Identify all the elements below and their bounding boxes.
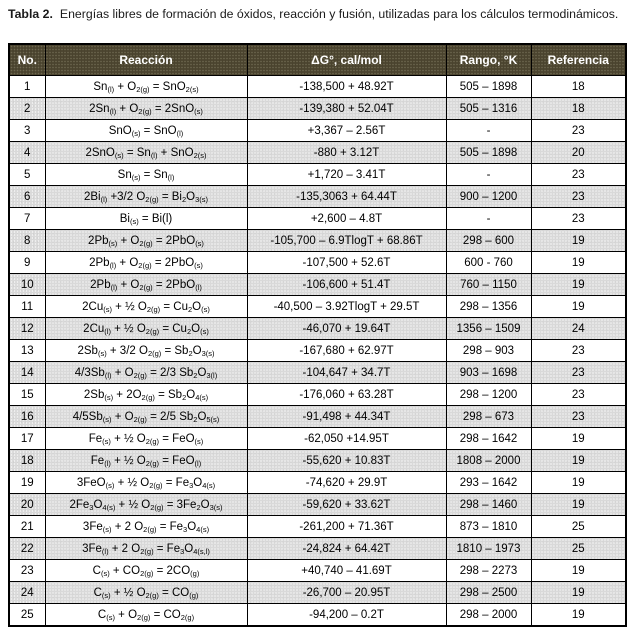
cell-ref: 20 bbox=[531, 142, 626, 164]
table-row bbox=[9, 274, 626, 296]
cell-no: 13 bbox=[9, 340, 45, 362]
cell-range: 298 – 1200 bbox=[446, 384, 531, 406]
cell-no: 20 bbox=[9, 494, 45, 516]
cell-dg: -138,500 + 48.92T bbox=[247, 76, 446, 98]
cell-no: 21 bbox=[9, 516, 45, 538]
cell-no: 11 bbox=[9, 296, 45, 318]
cell-reaction: $2Pb_{(l)} + O_{2(g)} = 2PbO_{(s)}$ bbox=[45, 252, 247, 274]
cell-reaction: $C_{(s)} + O_{2(g)} = CO_{2(g)}$ bbox=[45, 604, 247, 627]
table-header bbox=[9, 44, 626, 76]
table-row bbox=[9, 120, 626, 142]
cell-no: 14 bbox=[9, 362, 45, 384]
table-row bbox=[9, 604, 626, 627]
cell-ref: 23 bbox=[531, 208, 626, 230]
cell-reaction: $2Cu_{(s)}$ + ½ $O_{2(g)} = Cu_2O_{(s)}$ bbox=[45, 296, 247, 318]
cell-no: 17 bbox=[9, 428, 45, 450]
table-row bbox=[9, 186, 626, 208]
cell-ref: 19 bbox=[531, 296, 626, 318]
cell-range: 505 – 1316 bbox=[446, 98, 531, 120]
cell-ref: 25 bbox=[531, 516, 626, 538]
cell-reaction: $C_{(s)} + CO_{2(g)} = 2CO_{(g)}$ bbox=[45, 560, 247, 582]
cell-reaction: $Sn_{(s)} = Sn_{(l)}$ bbox=[45, 164, 247, 186]
cell-no: 19 bbox=[9, 472, 45, 494]
cell-range: 903 – 1698 bbox=[446, 362, 531, 384]
cell-range: 298 – 1642 bbox=[446, 428, 531, 450]
table-row bbox=[9, 428, 626, 450]
cell-range: 900 – 1200 bbox=[446, 186, 531, 208]
cell-reaction: SnO$_{(s)}$ = SnO$_{(l)}$ bbox=[45, 120, 247, 142]
cell-dg: -62,050 +14.95T bbox=[247, 428, 446, 450]
cell-ref: 19 bbox=[531, 274, 626, 296]
column-header-reaction: Reacción bbox=[45, 44, 247, 76]
cell-ref: 23 bbox=[531, 362, 626, 384]
cell-dg: -40,500 – 3.92TlogT + 29.5T bbox=[247, 296, 446, 318]
cell-no: 15 bbox=[9, 384, 45, 406]
cell-range: - bbox=[446, 120, 531, 142]
cell-ref: 19 bbox=[531, 494, 626, 516]
cell-no: 9 bbox=[9, 252, 45, 274]
cell-no: 10 bbox=[9, 274, 45, 296]
table-caption bbox=[8, 7, 623, 22]
cell-dg: -105,700 – 6.9TlogT + 68.86T bbox=[247, 230, 446, 252]
cell-range: 600 - 760 bbox=[446, 252, 531, 274]
cell-dg: -139,380 + 52.04T bbox=[247, 98, 446, 120]
cell-reaction: $C_{(s)}$ + ½ $O_{2(g)} = CO_{(g)}$ bbox=[45, 582, 247, 604]
cell-ref: 19 bbox=[531, 472, 626, 494]
cell-dg: +40,740 – 41.69T bbox=[247, 560, 446, 582]
table-row bbox=[9, 582, 626, 604]
cell-range: 298 – 903 bbox=[446, 340, 531, 362]
table-row bbox=[9, 538, 626, 560]
table-row bbox=[9, 560, 626, 582]
cell-no: 18 bbox=[9, 450, 45, 472]
cell-ref: 19 bbox=[531, 604, 626, 627]
cell-dg: -880 + 3.12T bbox=[247, 142, 446, 164]
cell-range: 293 – 1642 bbox=[446, 472, 531, 494]
cell-ref: 23 bbox=[531, 406, 626, 428]
cell-reaction: $Bi_{(s)} = Bi(l)$ bbox=[45, 208, 247, 230]
cell-dg: -176,060 + 63.28T bbox=[247, 384, 446, 406]
table-row bbox=[9, 98, 626, 120]
table-row bbox=[9, 142, 626, 164]
cell-range: 1808 – 2000 bbox=[446, 450, 531, 472]
cell-ref: 23 bbox=[531, 384, 626, 406]
table-row bbox=[9, 450, 626, 472]
cell-reaction: $2Sb_{(s)} + 3/2$ $O_{2(g)} = Sb_2O_{3(s)}$ bbox=[45, 340, 247, 362]
cell-range: - bbox=[446, 208, 531, 230]
cell-range: 298 – 1356 bbox=[446, 296, 531, 318]
table-row bbox=[9, 252, 626, 274]
cell-dg: +1,720 – 3.41T bbox=[247, 164, 446, 186]
cell-dg: -106,600 + 51.4T bbox=[247, 274, 446, 296]
cell-no: 22 bbox=[9, 538, 45, 560]
table-row bbox=[9, 494, 626, 516]
cell-no: 25 bbox=[9, 604, 45, 627]
cell-no: 7 bbox=[9, 208, 45, 230]
cell-range: 298 – 2500 bbox=[446, 582, 531, 604]
table-caption-text: Energías libres de formación de óxidos, reacción y fusión, utilizadas para los cálculos termodinámicos. bbox=[59, 7, 619, 21]
table-row bbox=[9, 230, 626, 252]
cell-ref: 19 bbox=[531, 560, 626, 582]
cell-ref: 24 bbox=[531, 318, 626, 340]
column-header-no: No. bbox=[9, 44, 45, 76]
cell-reaction: $2Bi_{(l)} +3/2$ $O_{2(g)} = Bi_2O_{3(s)}$ bbox=[45, 186, 247, 208]
cell-dg: -94,200 – 0.2T bbox=[247, 604, 446, 627]
cell-ref: 23 bbox=[531, 186, 626, 208]
table-row bbox=[9, 208, 626, 230]
cell-range: 760 – 1150 bbox=[446, 274, 531, 296]
column-header-delta-g: ΔG°, cal/mol bbox=[247, 44, 446, 76]
cell-reaction: $2Pb_{(s)} + O_{2(g)} = 2PbO_{(s)}$ bbox=[45, 230, 247, 252]
table-row bbox=[9, 406, 626, 428]
cell-range: 298 – 2273 bbox=[446, 560, 531, 582]
cell-reaction: $3Fe_{(s)} + 2$ $O_{2(g)} = Fe_3O_{4(s)}$ bbox=[45, 516, 247, 538]
cell-dg: -104,647 + 34.7T bbox=[247, 362, 446, 384]
cell-range: 1810 – 1973 bbox=[446, 538, 531, 560]
cell-reaction: $2Cu_{(l)}$ + ½ $O_{2(g)} = Cu_2O_{(s)}$ bbox=[45, 318, 247, 340]
table-row bbox=[9, 472, 626, 494]
cell-ref: 19 bbox=[531, 450, 626, 472]
table-row bbox=[9, 340, 626, 362]
cell-reaction: $4/5Sb_{(s)} + O_{2(g)} = 2/5$ $Sb_2O_{5(s)}$ bbox=[45, 406, 247, 428]
table-row bbox=[9, 164, 626, 186]
cell-dg: +3,367 – 2.56T bbox=[247, 120, 446, 142]
cell-no: 4 bbox=[9, 142, 45, 164]
cell-no: 3 bbox=[9, 120, 45, 142]
cell-ref: 23 bbox=[531, 340, 626, 362]
cell-ref: 25 bbox=[531, 538, 626, 560]
thermodynamic-free-energy-table bbox=[8, 43, 627, 627]
table-row bbox=[9, 384, 626, 406]
cell-dg: -74,620 + 29.9T bbox=[247, 472, 446, 494]
cell-ref: 19 bbox=[531, 252, 626, 274]
table-row bbox=[9, 76, 626, 98]
cell-range: 298 – 2000 bbox=[446, 604, 531, 627]
cell-reaction: $Sn_{(l)} + O_{2(g)} = SnO_{2(s)}$ bbox=[45, 76, 247, 98]
cell-ref: 19 bbox=[531, 230, 626, 252]
cell-range: 505 – 1898 bbox=[446, 142, 531, 164]
cell-ref: 19 bbox=[531, 582, 626, 604]
cell-reaction: $2Sn_{(l)} + O_{2(g)} = 2SnO_{(s)}$ bbox=[45, 98, 247, 120]
cell-dg: -46,070 + 19.64T bbox=[247, 318, 446, 340]
cell-ref: 23 bbox=[531, 164, 626, 186]
cell-reaction: $2SnO_{(s)} = Sn_{(l)} + SnO_{2(s)}$ bbox=[45, 142, 247, 164]
cell-no: 1 bbox=[9, 76, 45, 98]
cell-no: 12 bbox=[9, 318, 45, 340]
cell-no: 6 bbox=[9, 186, 45, 208]
cell-dg: -91,498 + 44.34T bbox=[247, 406, 446, 428]
cell-dg: -135,3063 + 64.44T bbox=[247, 186, 446, 208]
cell-reaction: $Fe_{(s)}$ + ½ $O_{2(g)} = FeO_{(s)}$ bbox=[45, 428, 247, 450]
cell-dg: -55,620 + 10.83T bbox=[247, 450, 446, 472]
cell-ref: 18 bbox=[531, 98, 626, 120]
cell-reaction: 3FeO$_{(s)}$ + ½ $O_{2(g)} = Fe_3O_{4(s)}$ bbox=[45, 472, 247, 494]
column-header-range: Rango, °K bbox=[446, 44, 531, 76]
cell-no: 2 bbox=[9, 98, 45, 120]
cell-reaction: $2Fe_3O_{4(s)}$ + ½ $O_{2(g)} = 3Fe_2O_{3(s)}$ bbox=[45, 494, 247, 516]
table-body bbox=[9, 76, 626, 627]
cell-range: 298 – 673 bbox=[446, 406, 531, 428]
cell-reaction: $2Pb_{(l)} + O_{2(g)} = 2PbO_{(l)}$ bbox=[45, 274, 247, 296]
table-row bbox=[9, 362, 626, 384]
cell-range: 298 – 600 bbox=[446, 230, 531, 252]
table-caption-label: Tabla 2. bbox=[8, 7, 53, 21]
column-header-reference: Referencia bbox=[531, 44, 626, 76]
cell-range: - bbox=[446, 164, 531, 186]
cell-dg: -261,200 + 71.36T bbox=[247, 516, 446, 538]
cell-no: 16 bbox=[9, 406, 45, 428]
cell-range: 1356 – 1509 bbox=[446, 318, 531, 340]
cell-no: 23 bbox=[9, 560, 45, 582]
cell-dg: -107,500 + 52.6T bbox=[247, 252, 446, 274]
cell-reaction: $2Sb_{(s)} + 2O_{2(g)} = Sb_2O_{4(s)}$ bbox=[45, 384, 247, 406]
cell-no: 5 bbox=[9, 164, 45, 186]
table-row bbox=[9, 318, 626, 340]
cell-range: 298 – 1460 bbox=[446, 494, 531, 516]
table-row bbox=[9, 296, 626, 318]
table-row bbox=[9, 516, 626, 538]
cell-dg: +2,600 – 4.8T bbox=[247, 208, 446, 230]
cell-reaction: $4/3Sb_{(l)} + O_{2(g)} = 2/3$ $Sb_2O_{3(l)}$ bbox=[45, 362, 247, 384]
cell-range: 873 – 1810 bbox=[446, 516, 531, 538]
cell-no: 24 bbox=[9, 582, 45, 604]
cell-ref: 18 bbox=[531, 76, 626, 98]
cell-dg: -59,620 + 33.62T bbox=[247, 494, 446, 516]
cell-ref: 19 bbox=[531, 428, 626, 450]
cell-no: 8 bbox=[9, 230, 45, 252]
table-header-row bbox=[9, 44, 626, 76]
cell-dg: -167,680 + 62.97T bbox=[247, 340, 446, 362]
cell-reaction: $Fe_{(l)}$ + ½ $O_{2(g)} = FeO_{(l)}$ bbox=[45, 450, 247, 472]
cell-dg: -24,824 + 64.42T bbox=[247, 538, 446, 560]
cell-dg: -26,700 – 20.95T bbox=[247, 582, 446, 604]
cell-reaction: $3Fe_{(l)} + 2$ $O_{2(g)} = Fe_3O_{4(s,l)}$ bbox=[45, 538, 247, 560]
cell-range: 505 – 1898 bbox=[446, 76, 531, 98]
cell-ref: 23 bbox=[531, 120, 626, 142]
